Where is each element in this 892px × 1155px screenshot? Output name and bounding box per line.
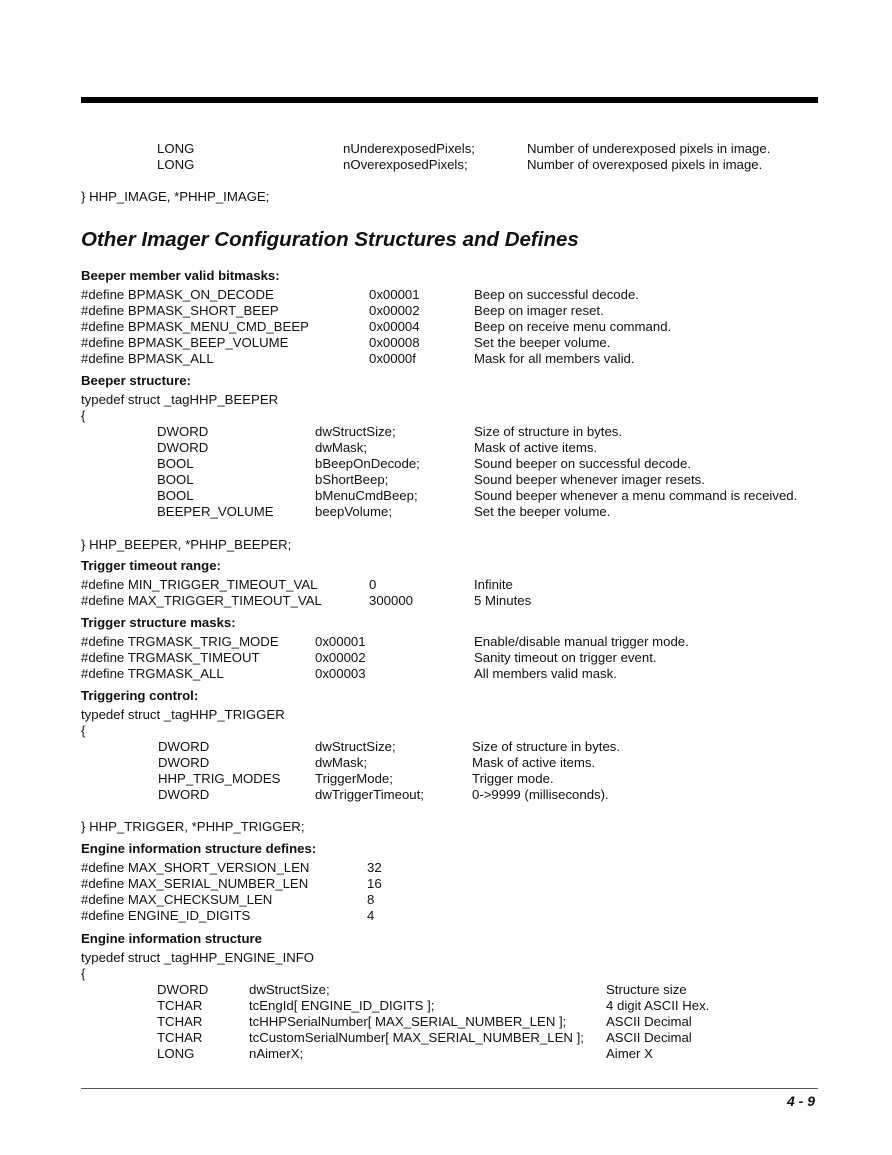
footer-rule (81, 1088, 818, 1089)
member-cell: nAimerX; (249, 1046, 304, 1061)
define-name: #define MIN_TRIGGER_TIMEOUT_VAL (81, 577, 318, 592)
define-value: 0x00002 (369, 303, 420, 318)
desc-cell: Aimer X (606, 1046, 653, 1061)
define-value: 0x0000f (369, 351, 416, 366)
type-cell: DWORD (158, 787, 210, 802)
define-value: 4 (367, 908, 375, 923)
struct-open: { (81, 408, 86, 423)
desc-cell: Set the beeper volume. (474, 504, 611, 519)
typedef-line: typedef struct _tagHHP_BEEPER (81, 392, 279, 407)
desc-cell: Trigger mode. (472, 771, 554, 786)
block-heading: Trigger structure masks: (81, 615, 236, 630)
define-name: #define ENGINE_ID_DIGITS (81, 908, 251, 923)
desc-cell: Structure size (606, 982, 687, 997)
struct-close: } HHP_IMAGE, *PHHP_IMAGE; (81, 189, 270, 204)
member-cell: dwStructSize; (249, 982, 330, 997)
type-cell: BOOL (157, 456, 194, 471)
member-cell: tcHHPSerialNumber[ MAX_SERIAL_NUMBER_LEN ]; (249, 1014, 567, 1029)
block-heading: Engine information structure defines: (81, 841, 317, 856)
type-cell: HHP_TRIG_MODES (158, 771, 281, 786)
type-cell: DWORD (157, 982, 209, 997)
define-name: #define BPMASK_SHORT_BEEP (81, 303, 279, 318)
member-cell: bMenuCmdBeep; (315, 488, 418, 503)
typedef-line: typedef struct _tagHHP_ENGINE_INFO (81, 950, 315, 965)
define-name: #define MAX_SERIAL_NUMBER_LEN (81, 876, 309, 891)
block-heading: Engine information structure (81, 931, 262, 946)
member-cell: bBeepOnDecode; (315, 456, 420, 471)
type-cell: LONG (157, 1046, 195, 1061)
member-cell: nOverexposedPixels; (343, 157, 468, 172)
define-name: #define MAX_SHORT_VERSION_LEN (81, 860, 310, 875)
define-name: #define TRGMASK_TRIG_MODE (81, 634, 279, 649)
desc-cell: Sound beeper whenever imager resets. (474, 472, 705, 487)
block-heading: Triggering control: (81, 688, 199, 703)
struct-open: { (81, 966, 86, 981)
member-cell: nUnderexposedPixels; (343, 141, 475, 156)
define-desc: Enable/disable manual trigger mode. (474, 634, 689, 649)
type-cell: BOOL (157, 472, 194, 487)
define-desc: Beep on successful decode. (474, 287, 639, 302)
desc-cell: Number of overexposed pixels in image. (527, 157, 763, 172)
define-value: 0x00002 (315, 650, 366, 665)
member-cell: tcEngId[ ENGINE_ID_DIGITS ]; (249, 998, 435, 1013)
type-cell: LONG (157, 157, 195, 172)
section-title: Other Imager Configuration Structures and Defines (81, 228, 579, 251)
desc-cell: ASCII Decimal (606, 1014, 692, 1029)
desc-cell: Sound beeper on successful decode. (474, 456, 692, 471)
struct-close: } HHP_BEEPER, *PHHP_BEEPER; (81, 537, 292, 552)
type-cell: LONG (157, 141, 195, 156)
member-cell: beepVolume; (315, 504, 392, 519)
define-name: #define BPMASK_ALL (81, 351, 214, 366)
desc-cell: Mask of active items. (472, 755, 596, 770)
define-desc: Mask for all members valid. (474, 351, 635, 366)
define-desc: Infinite (474, 577, 513, 592)
define-value: 8 (367, 892, 375, 907)
typedef-line: typedef struct _tagHHP_TRIGGER (81, 707, 285, 722)
desc-cell: Size of structure in bytes. (474, 424, 623, 439)
define-value: 300000 (369, 593, 414, 608)
define-name: #define BPMASK_BEEP_VOLUME (81, 335, 289, 350)
type-cell: DWORD (158, 755, 210, 770)
type-cell: TCHAR (157, 1014, 203, 1029)
type-cell: TCHAR (157, 998, 203, 1013)
define-value: 0x00008 (369, 335, 420, 350)
define-name: #define BPMASK_ON_DECODE (81, 287, 274, 302)
type-cell: DWORD (157, 424, 209, 439)
desc-cell: Mask of active items. (474, 440, 598, 455)
define-value: 32 (367, 860, 382, 875)
type-cell: BEEPER_VOLUME (157, 504, 274, 519)
define-value: 0x00001 (369, 287, 420, 302)
page-number: 4 - 9 (787, 1093, 816, 1109)
define-name: #define MAX_CHECKSUM_LEN (81, 892, 273, 907)
member-cell: dwStructSize; (315, 424, 396, 439)
define-value: 0x00001 (315, 634, 366, 649)
member-cell: bShortBeep; (315, 472, 389, 487)
block-heading: Trigger timeout range: (81, 558, 221, 573)
member-cell: tcCustomSerialNumber[ MAX_SERIAL_NUMBER_LEN ]; (249, 1030, 584, 1045)
struct-close: } HHP_TRIGGER, *PHHP_TRIGGER; (81, 819, 305, 834)
desc-cell: ASCII Decimal (606, 1030, 692, 1045)
member-cell: dwMask; (315, 440, 368, 455)
define-name: #define TRGMASK_TIMEOUT (81, 650, 260, 665)
desc-cell: Sound beeper whenever a menu command is received. (474, 488, 798, 503)
desc-cell: Size of structure in bytes. (472, 739, 621, 754)
define-value: 0x00003 (315, 666, 366, 681)
type-cell: DWORD (158, 739, 210, 754)
struct-open: { (81, 723, 86, 738)
define-desc: Beep on imager reset. (474, 303, 604, 318)
define-name: #define TRGMASK_ALL (81, 666, 224, 681)
member-cell: dwMask; (315, 755, 368, 770)
define-desc: Beep on receive menu command. (474, 319, 672, 334)
desc-cell: Number of underexposed pixels in image. (527, 141, 771, 156)
block-heading: Beeper member valid bitmasks: (81, 268, 280, 283)
define-value: 0 (369, 577, 377, 592)
define-desc: All members valid mask. (474, 666, 617, 681)
define-desc: 5 Minutes (474, 593, 532, 608)
block-heading: Beeper structure: (81, 373, 191, 388)
member-cell: TriggerMode; (315, 771, 393, 786)
define-value: 16 (367, 876, 382, 891)
define-desc: Sanity timeout on trigger event. (474, 650, 657, 665)
member-cell: dwTriggerTimeout; (315, 787, 424, 802)
define-desc: Set the beeper volume. (474, 335, 611, 350)
desc-cell: 4 digit ASCII Hex. (606, 998, 710, 1013)
define-name: #define MAX_TRIGGER_TIMEOUT_VAL (81, 593, 322, 608)
header-rule (81, 97, 818, 103)
define-name: #define BPMASK_MENU_CMD_BEEP (81, 319, 309, 334)
type-cell: TCHAR (157, 1030, 203, 1045)
define-value: 0x00004 (369, 319, 420, 334)
desc-cell: 0->9999 (milliseconds). (472, 787, 609, 802)
type-cell: DWORD (157, 440, 209, 455)
type-cell: BOOL (157, 488, 194, 503)
member-cell: dwStructSize; (315, 739, 396, 754)
